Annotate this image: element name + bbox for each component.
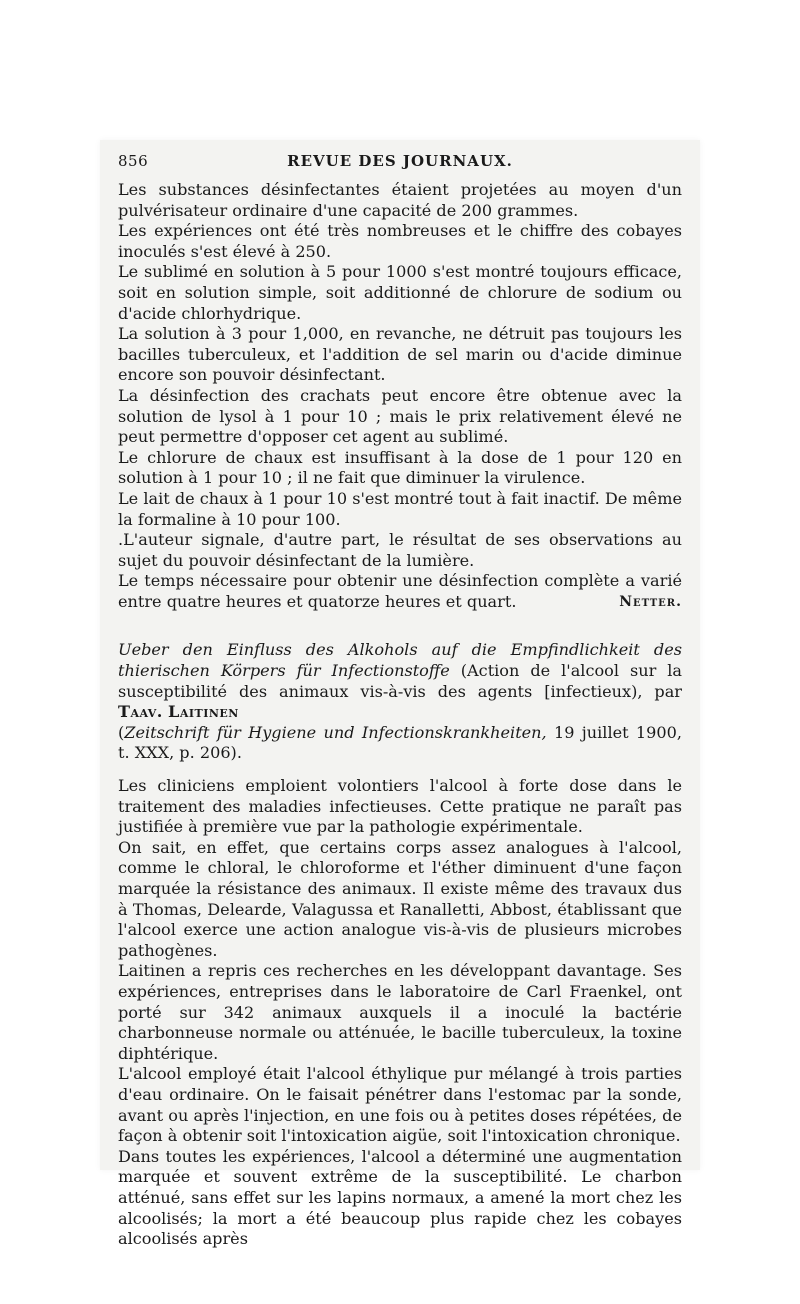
paragraph: La solution à 3 pour 1,000, en revanche, ne détruit pas toujours les bacilles tuberculeux, et l'addition de sel marin ou d'acide diminue encore son pouvoir désinfectant. bbox=[118, 324, 682, 385]
citation bbox=[118, 640, 682, 764]
author-initial: Taav. bbox=[118, 702, 163, 722]
paragraph: Dans toutes les expériences, l'alcool a déterminé une augmentation marquée et souvent extrême de la susceptibilité. Le charbon atténué, sans effet sur les lapins normaux, a amené la mort chez les alcoolisés; la mort a été beaucoup plus rapide chez les cobayes alcoolisés après bbox=[118, 1146, 682, 1249]
paragraph: Le chlorure de chaux est insuffisant à la dose de 1 pour 120 en solution à 1 pour 10 ; il ne fait que diminuer la virulence. bbox=[118, 447, 682, 488]
article-title-french: (Action de l'alcool sur la susceptibilité des animaux vis-à-vis des agents [infectieux), par bbox=[118, 661, 682, 701]
paragraph: Le lait de chaux à 1 pour 10 s'est montré tout à fait inactif. De même la formaline à 10 pour 100. bbox=[118, 488, 682, 529]
author-signature: Netter. bbox=[619, 593, 682, 610]
author-name: Laitinen bbox=[168, 702, 239, 722]
paragraph: L'alcool employé était l'alcool éthylique pur mélangé à trois parties d'eau ordinaire. On le faisait pénétrer dans l'estomac par la sonde, avant ou après l'injection, en une fois ou à petites doses répétées, de façon à obtenir soit l'intoxication aigüe, soit l'intoxication chronique. bbox=[118, 1064, 682, 1146]
paragraph: On sait, en effet, que certains corps assez analogues à l'alcool, comme le chloral, le chloroforme et l'éther diminuent d'une façon marquée la résistance des animaux. Il existe même des travaux dus à Thomas, Delearde, Valagussa et Ranalletti, Abbost, établissant que l'alcool exerce une action analogue vis-à-vis de plusieurs microbes pathogènes. bbox=[118, 837, 682, 960]
page-content bbox=[118, 152, 682, 1250]
article-1 bbox=[118, 180, 682, 612]
section-gap bbox=[118, 764, 682, 776]
paragraph: Les substances désinfectantes étaient projetées au moyen d'un pulvérisateur ordinaire d'une capacité de 200 grammes. bbox=[118, 180, 682, 220]
paragraph: Les cliniciens emploient volontiers l'alcool à forte dose dans le traitement des maladies infectieuses. Cette pratique ne paraît pas justifiée à première vue par la pathologie expérimentale. bbox=[118, 776, 682, 837]
article-title-german: Ueber den Einfluss des Alkohols auf die Empfindlichkeit des thierischen Körpers für Infectionstoffe bbox=[118, 640, 682, 681]
page bbox=[100, 140, 700, 1249]
article-2-citation bbox=[118, 640, 682, 764]
section-gap bbox=[118, 612, 682, 640]
journal-name: Zeitschrift für Hygiene und Infectionskrankheiten, bbox=[124, 722, 547, 742]
paragraph: Le sublimé en solution à 5 pour 1000 s'est montré toujours efficace, soit en solution simple, soit additionné de chlorure de sodium ou d'acide chlorhydrique. bbox=[118, 262, 682, 323]
paragraph: .L'auteur signale, d'autre part, le résultat de ses observations au sujet du pouvoir désinfectant de la lumière. bbox=[118, 530, 682, 570]
page-header bbox=[118, 152, 682, 180]
running-title: REVUE DES JOURNAUX. bbox=[287, 152, 513, 170]
article-2 bbox=[118, 776, 682, 1250]
paragraph: Laitinen a repris ces recherches en les développant davantage. Ses expériences, entreprises dans le laboratoire de Carl Fraenkel, ont porté sur 342 animaux auxquels il a inoculé la bactérie charbonneuse normale ou atténuée, le bacille tuberculeux, la toxine diphtérique. bbox=[118, 961, 682, 1063]
journal-reference: 19 juillet 1900, t. XXX, p. 206). bbox=[118, 722, 682, 763]
paragraph: Le temps nécessaire pour obtenir une désinfection complète a varié entre quatre heures et quatorze heures et quart. bbox=[118, 571, 682, 611]
paragraph: Les expériences ont été très nombreuses et le chiffre des cobayes inoculés s'est élevé à 250. bbox=[118, 221, 682, 261]
paragraph: La désinfection des crachats peut encore être obtenue avec la solution de lysol à 1 pour 10 ; mais le prix relativement élevé ne peut permettre d'opposer cet agent au sublimé. bbox=[118, 385, 682, 447]
page-number: 856 bbox=[118, 152, 149, 170]
journal-open: ( bbox=[118, 722, 125, 742]
